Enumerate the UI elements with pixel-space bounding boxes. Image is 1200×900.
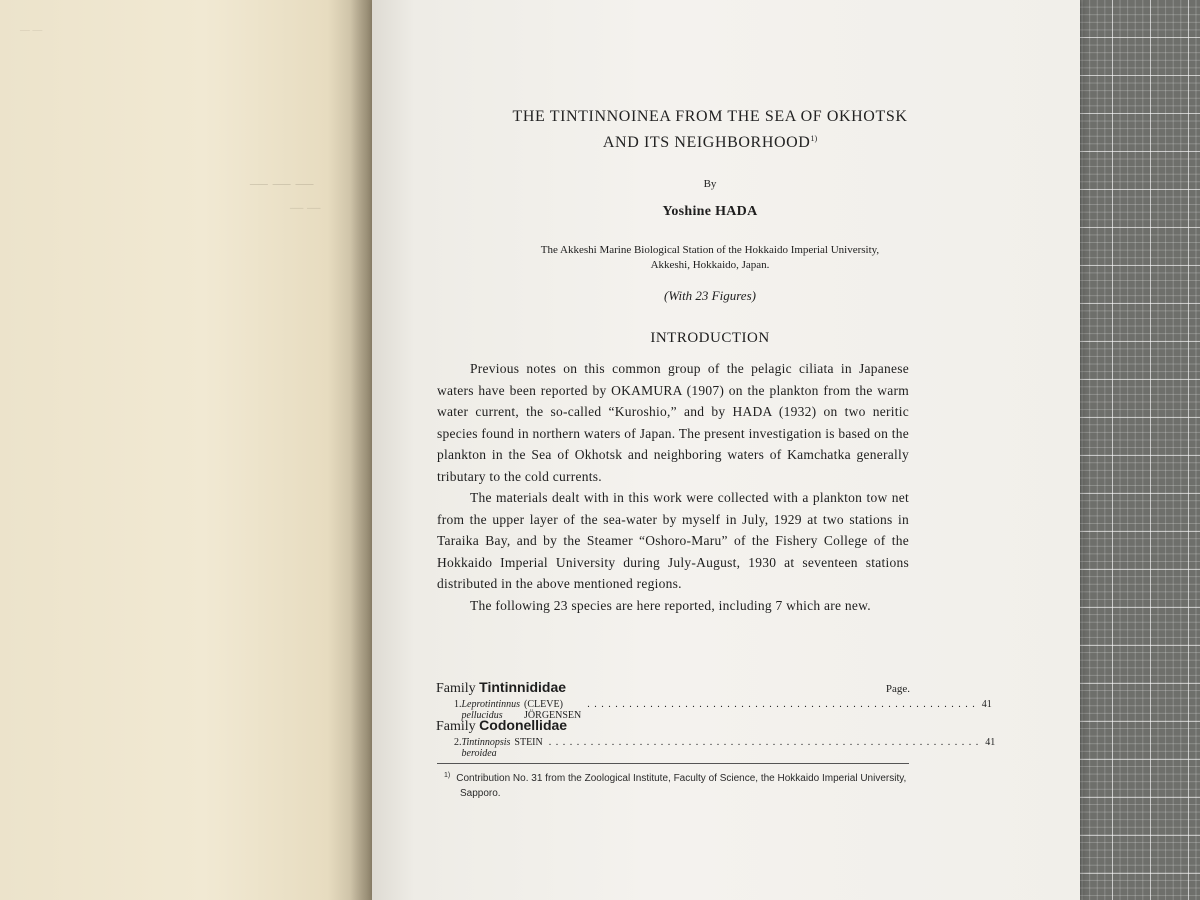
footnote-marker: 1) bbox=[444, 772, 451, 779]
section-heading: INTRODUCTION bbox=[650, 330, 770, 346]
page-column-label: Page. bbox=[885, 683, 910, 695]
family-row bbox=[436, 717, 910, 737]
footnote bbox=[444, 768, 930, 801]
footnote-rule bbox=[437, 763, 909, 764]
by-line: By bbox=[703, 178, 717, 190]
facing-page bbox=[0, 0, 372, 900]
paper-title bbox=[372, 106, 1048, 154]
bleed-through-text: — — — bbox=[250, 172, 314, 194]
cutting-mat bbox=[1074, 0, 1200, 900]
paper-page bbox=[372, 0, 1080, 900]
paragraph: The following 23 species are here reported, including 7 which are new. bbox=[470, 597, 871, 613]
paragraph: The materials dealt with in this work were collected with a plankton tow net from the upper layer of the sea-water by myself in July, 1929 at two stations in Taraika Bay, and by the Steamer “Oshoro-Maru” of the Fishery College of the Hokkaido Imperial University during July-August, 1930 at seventeen stations distributed in the above mentioned regions. bbox=[437, 490, 909, 591]
introduction-body bbox=[437, 358, 909, 616]
entry-number: 1. bbox=[454, 699, 462, 710]
family-row bbox=[436, 679, 910, 699]
leader-dots: . . . . . . . . . . . . . . . . . . . . . . . . . . . . . . . . . . . . . . . . . . . . . . . . . . . . . . . . bbox=[587, 699, 976, 710]
bleed-through-text: — — bbox=[20, 24, 43, 36]
figures-note: (With 23 Figures) bbox=[664, 288, 756, 303]
author-name: Yoshine HADA bbox=[662, 204, 758, 219]
family-name: Codonellidae bbox=[479, 717, 568, 733]
entry-number: 2. bbox=[454, 737, 462, 748]
species-authority: STEIN bbox=[514, 737, 543, 748]
family-prefix: Family bbox=[436, 719, 476, 734]
affiliation-line-1: The Akkeshi Marine Biological Station of the Hokkaido Imperial University, bbox=[540, 244, 880, 256]
species-list bbox=[436, 679, 996, 759]
leader-dots: . . . . . . . . . . . . . . . . . . . . . . . . . . . . . . . . . . . . . . . . . . . . . . . . . . . . . . . . . . . . . . bbox=[548, 737, 980, 748]
species-authority: (CLEVE) JÖRGENSEN bbox=[524, 699, 582, 721]
title-line-2: AND ITS NEIGHBORHOOD$^{1)}$ bbox=[602, 134, 818, 151]
family-name: Tintinnididae bbox=[479, 679, 567, 695]
species-name: Leprotintinnus pellucidus bbox=[461, 699, 521, 721]
bleed-through-text: — — bbox=[290, 200, 321, 216]
affiliation-line-2: Akkeshi, Hokkaido, Japan. bbox=[650, 259, 770, 271]
entry-page: 41 bbox=[981, 699, 992, 710]
species-name: Tintinnopsis beroidea bbox=[461, 737, 511, 759]
paragraph: Previous notes on this common group of the pelagic ciliata in Japanese waters have been reported by OKAMURA (1907) on the plankton from the warm water current, the so-called “Kuroshio,” and by HADA (1932) on two neritic species found in northern waters of Japan. The present investigation is based on the plankton in the Sea of Okhotsk and neighboring waters of Kamchatka generally tributary to the cold currents. bbox=[437, 361, 909, 484]
species-entry bbox=[436, 699, 992, 721]
title-line-1: THE TINTINNOINEA FROM THE SEA OF OKHOTSK bbox=[512, 108, 908, 125]
affiliation bbox=[372, 243, 1048, 273]
family-prefix: Family bbox=[436, 681, 476, 696]
entry-page: 41 bbox=[985, 737, 996, 748]
footnote-text: Contribution No. 31 from the Zoological Institute, Faculty of Science, the Hokkaido Imperial University, Sapporo. bbox=[456, 773, 907, 799]
species-entry bbox=[436, 737, 996, 759]
title-footnote-marker: 1) bbox=[810, 134, 818, 143]
